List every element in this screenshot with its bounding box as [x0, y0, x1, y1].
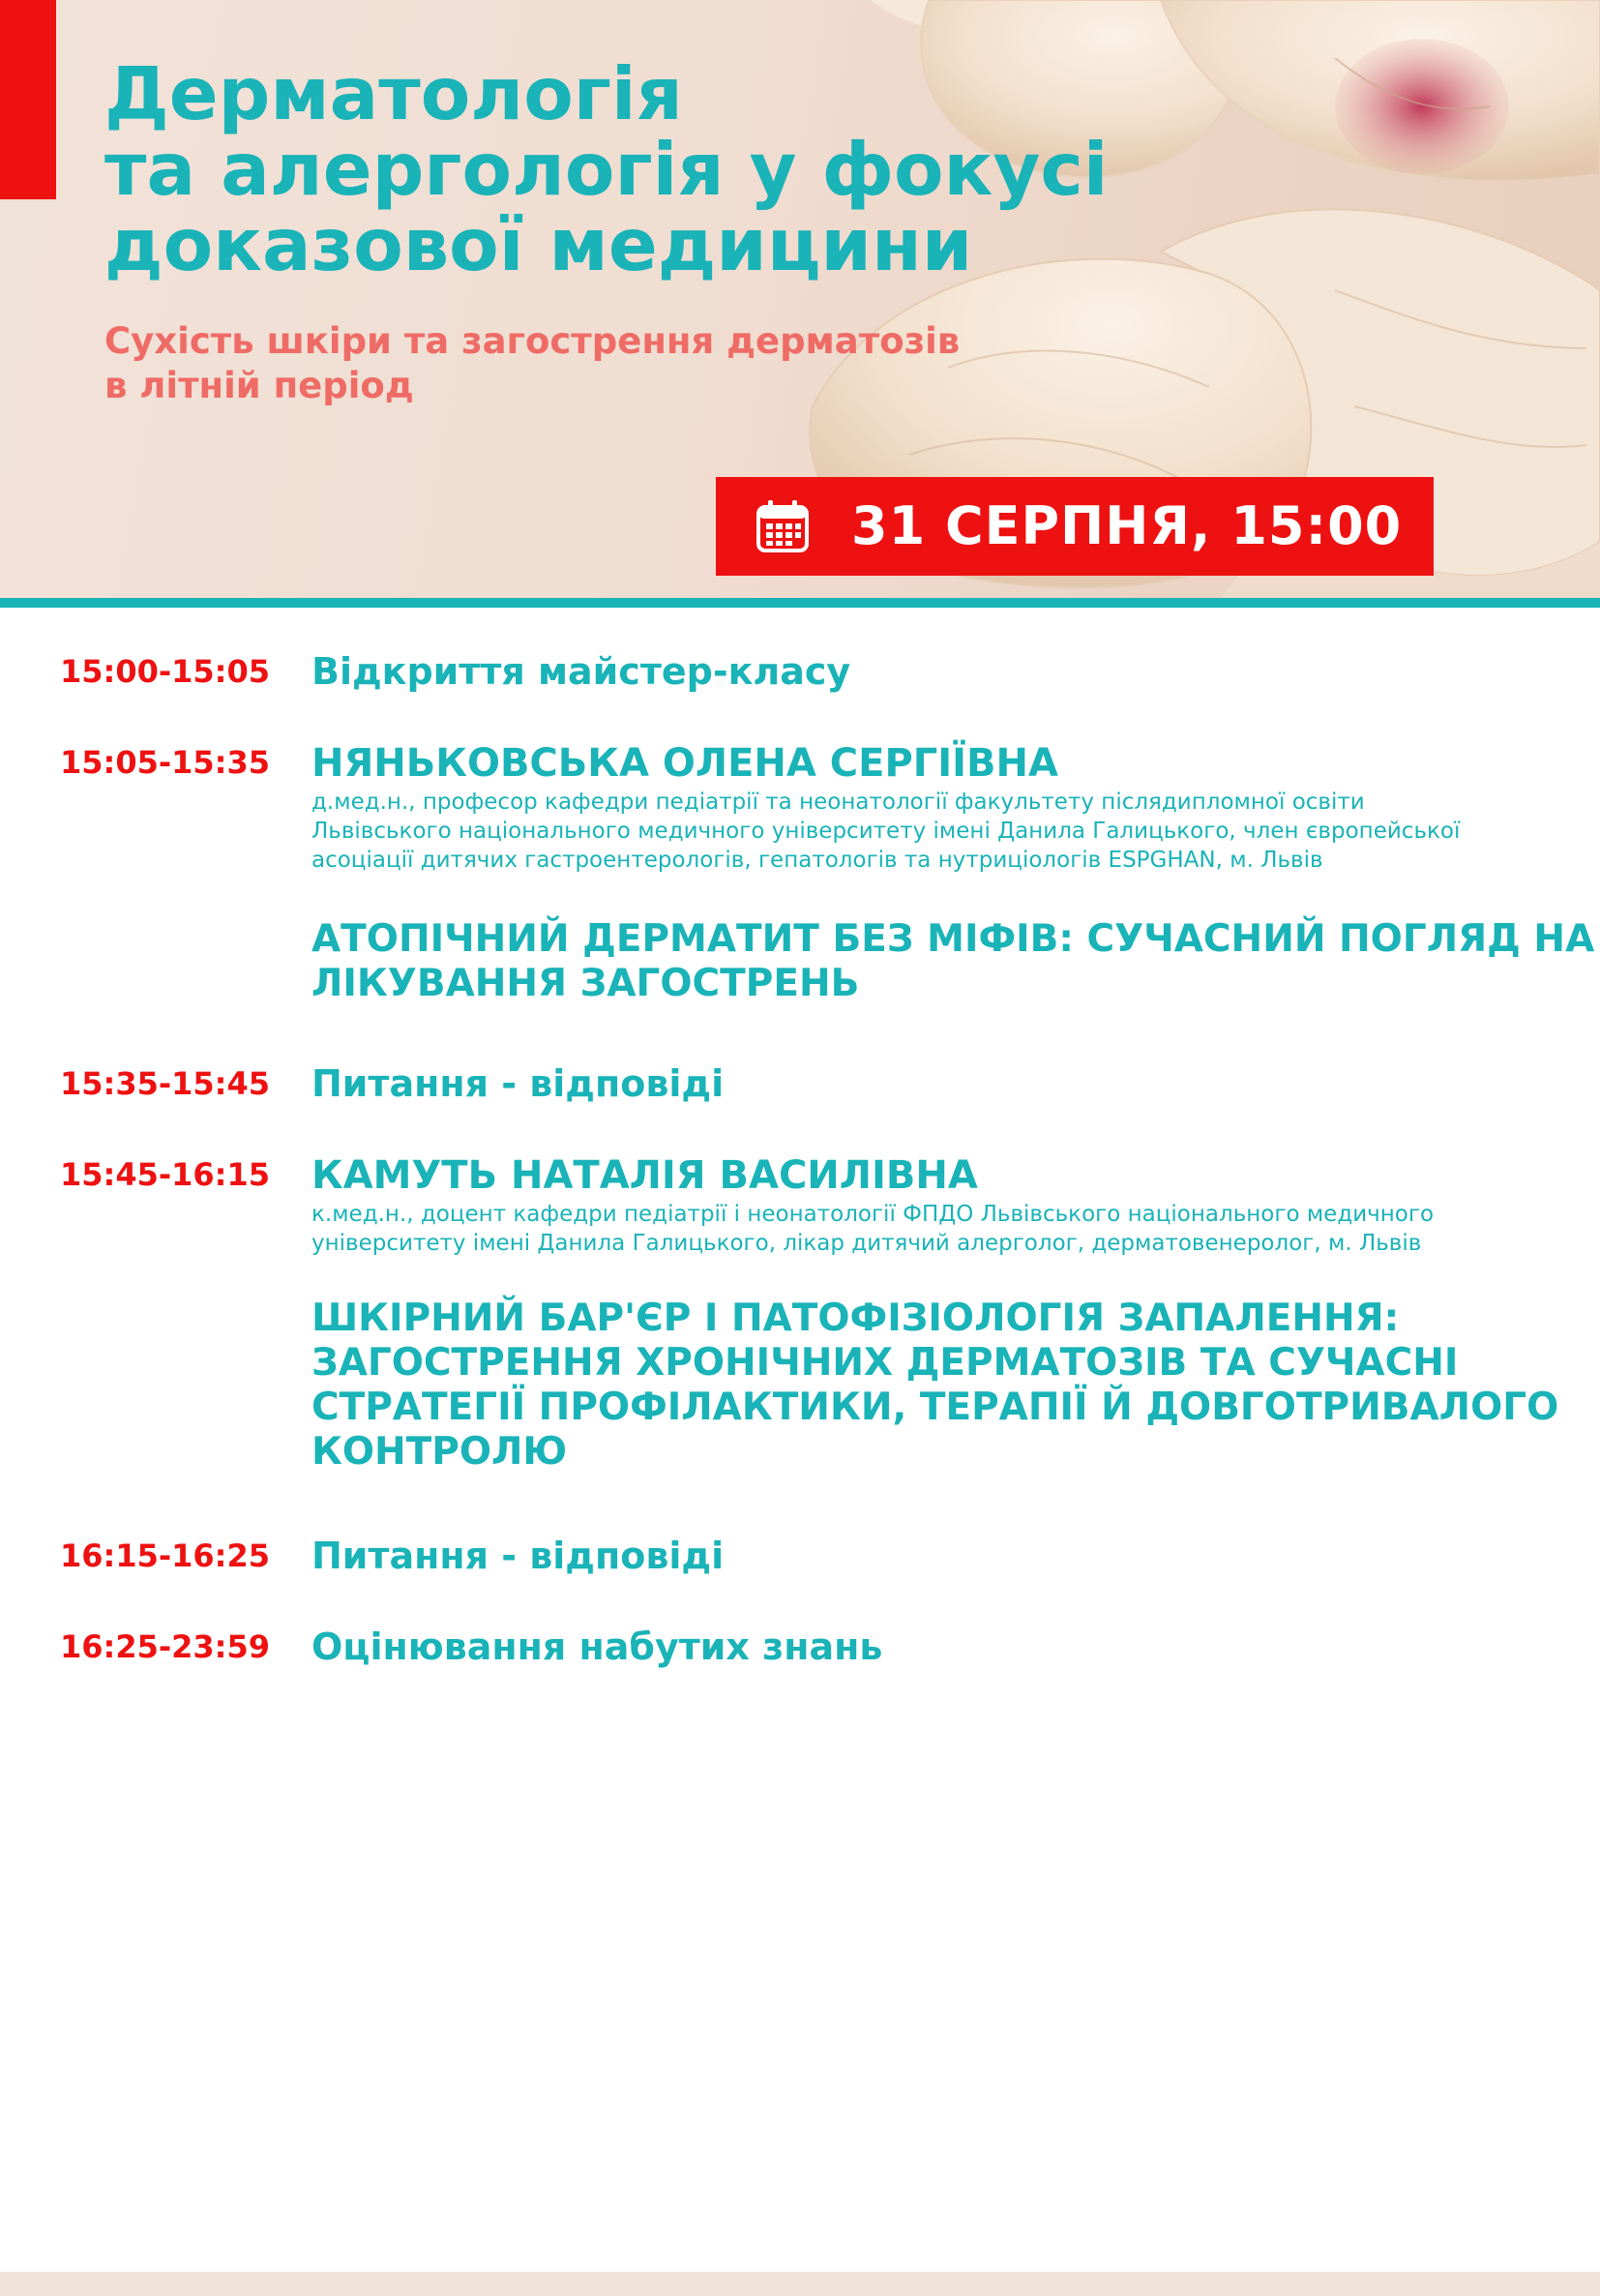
talk-title: [311, 1297, 1598, 1475]
agenda-content: [311, 1062, 1598, 1105]
event-date-text: 31 СЕРПНЯ, 15:00: [851, 495, 1403, 556]
event-date-badge: [716, 477, 1434, 576]
speaker-description-line: к.мед.н., доцент кафедри педіатрії і неонатології ФПДО Львівського національного медичного: [311, 1202, 1435, 1227]
talk-title-line: КОНТРОЛЮ: [311, 1430, 568, 1474]
speaker-name: НЯНЬКОВСЬКА ОЛЕНА СЕРГІЇВНА: [311, 741, 1058, 786]
speaker-description: [311, 1200, 1598, 1258]
talk-title-line: АТОПІЧНИЙ ДЕРМАТИТ БЕЗ МІФІВ: СУЧАСНИЙ ПОГЛЯД НА: [311, 917, 1595, 961]
speaker-description-line: університету імені Данила Галицького, лікар дитячий алерголог, дерматовенеролог, м. Львів: [311, 1231, 1422, 1256]
subtitle-line: в літній період: [104, 365, 414, 406]
agenda-time: 15:35-15:45: [60, 1065, 270, 1102]
talk-title-line: СТРАТЕГІЇ ПРОФІЛАКТИКИ, ТЕРАПІЇ Й ДОВГОТРИВАЛОГО: [311, 1386, 1559, 1429]
speaker-description-line: асоціації дитячих гастроентерологів, гепатологів та нутриціологів ESPGHAN, м. Львів: [311, 848, 1323, 873]
calendar-icon: [755, 498, 811, 554]
title-line: Дерматологія: [104, 51, 683, 136]
speaker-name: КАМУТЬ НАТАЛІЯ ВАСИЛІВНА: [311, 1153, 978, 1198]
header-divider: [0, 598, 1600, 608]
header-banner: [0, 0, 1600, 600]
agenda-time: 15:45-16:15: [60, 1156, 270, 1193]
talk-title: [311, 917, 1598, 1006]
page-title: [104, 51, 1265, 287]
agenda-time: 16:15-16:25: [60, 1537, 270, 1574]
agenda-time: 15:05-15:35: [60, 744, 270, 781]
agenda-content: [311, 1535, 1598, 1577]
agenda-time: 16:25-23:59: [60, 1628, 270, 1665]
speaker-description-line: д.мед.н., професор кафедри педіатрії та неонатології факультету післядипломної освіти: [311, 790, 1365, 815]
footer-band: [0, 2272, 1600, 2296]
agenda-title: Питання - відповіді: [311, 1535, 725, 1577]
speaker-description-line: Львівського національного медичного університету імені Данила Галицького, член європейської: [311, 819, 1461, 844]
agenda-title: Оцінювання набутих знань: [311, 1625, 883, 1668]
talk-title-line: ЛІКУВАННЯ ЗАГОСТРЕНЬ: [311, 962, 860, 1005]
talk-title-line: ЗАГОСТРЕННЯ ХРОНІЧНИХ ДЕРМАТОЗІВ ТА СУЧАСНІ: [311, 1341, 1459, 1385]
title-line: та алергологія у фокусі: [104, 127, 1109, 212]
title-line: доказової медицини: [104, 202, 973, 287]
agenda-content: [311, 741, 1598, 1006]
agenda-title: Питання - відповіді: [311, 1062, 725, 1105]
agenda-title: Відкриття майстер-класу: [311, 650, 851, 693]
agenda-content: [311, 1153, 1598, 1475]
talk-title-line: ШКІРНИЙ БАР'ЄР І ПАТОФІЗІОЛОГІЯ ЗАПАЛЕННЯ:: [311, 1297, 1400, 1340]
red-accent-bar: [0, 0, 56, 199]
agenda-content: [311, 650, 1598, 693]
page-subtitle: [104, 319, 1072, 408]
agenda-time: 15:00-15:05: [60, 653, 270, 690]
speaker-description: [311, 788, 1598, 875]
agenda-content: [311, 1625, 1598, 1668]
subtitle-line: Сухість шкіри та загострення дерматозів: [104, 320, 961, 362]
